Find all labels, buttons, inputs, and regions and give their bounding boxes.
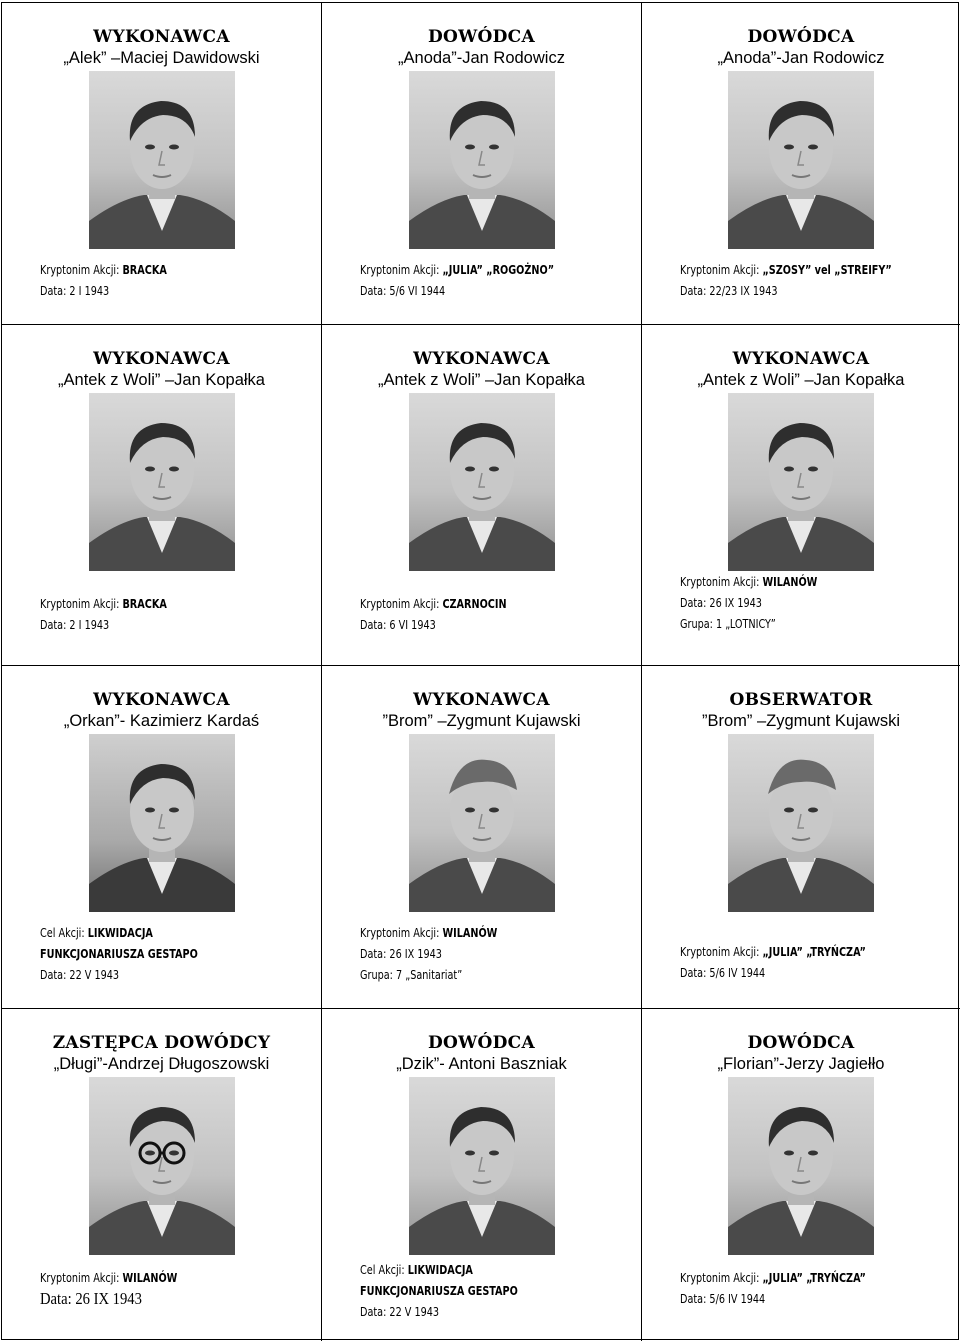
detail-label: Cel Akcji:: [40, 925, 88, 940]
card-person-name: ”Brom” –Zygmunt Kujawski: [701, 712, 901, 730]
card-person-name: „Antek z Woli” –Jan Kopałka: [378, 371, 585, 389]
card: [642, 1009, 960, 1341]
detail-label: Data: 22/23 IX 1943: [680, 283, 778, 298]
detail-line: [680, 962, 866, 983]
card-person-name: „Antek z Woli” –Jan Kopałka: [697, 371, 905, 389]
detail-label: Data: 26 IX 1943: [680, 595, 762, 610]
card-role: WYKONAWCA: [413, 690, 550, 710]
card-role: WYKONAWCA: [732, 349, 870, 369]
portrait-photo: [728, 1077, 874, 1255]
detail-label: Grupa: 7 „Sanitariat”: [360, 967, 463, 982]
card: [322, 1009, 642, 1341]
card: [322, 325, 642, 666]
portrait-photo: [89, 734, 235, 912]
card-role: WYKONAWCA: [413, 349, 550, 369]
card-details: [680, 571, 817, 634]
detail-line: [40, 593, 167, 614]
detail-value: FUNKCJONARIUSZA GESTAPO: [40, 946, 198, 961]
card-details: [360, 593, 507, 635]
detail-value: FUNKCJONARIUSZA GESTAPO: [360, 1283, 518, 1298]
detail-label: Data: 2 I 1943: [40, 283, 110, 298]
detail-label: Data: 22 V 1943: [40, 967, 120, 982]
portrait-photo: [728, 71, 874, 249]
detail-value: „SZOSY” vel „STREIFY”: [762, 262, 892, 277]
detail-line: [40, 964, 198, 985]
card-role: WYKONAWCA: [93, 690, 230, 710]
detail-label: Kryptonim Akcji:: [40, 1270, 123, 1285]
card-role: WYKONAWCA: [93, 27, 230, 47]
detail-label: Data: 5/6 IV 1944: [680, 965, 766, 980]
card-person-name: „Florian”-Jerzy Jagiełło: [717, 1055, 885, 1073]
card-person-name: ”Brom” –Zygmunt Kujawski: [382, 712, 581, 730]
detail-line: [360, 259, 554, 280]
detail-line: [360, 943, 497, 964]
portrait-photo: [89, 1077, 235, 1255]
card: [642, 3, 960, 325]
card-role: OBSERWATOR: [729, 690, 873, 710]
detail-line: [680, 259, 892, 280]
detail-line: [40, 259, 167, 280]
detail-value: WILANÓW: [442, 925, 498, 940]
detail-value: BRACKA: [122, 596, 167, 611]
detail-label: Kryptonim Akcji:: [360, 262, 443, 277]
detail-value: CZARNOCIN: [442, 596, 507, 611]
portrait-photo: [728, 734, 874, 912]
detail-line: [360, 1301, 518, 1322]
detail-label: Kryptonim Akcji:: [360, 925, 443, 940]
card-person-name: „Antek z Woli” –Jan Kopałka: [58, 371, 265, 389]
card-role: DOWÓDCA: [747, 1033, 855, 1053]
detail-label: Kryptonim Akcji:: [680, 944, 763, 959]
detail-value: LIKWIDACJA: [407, 1262, 473, 1277]
card-person-name: „Anoda”-Jan Rodowicz: [398, 49, 565, 67]
card: [642, 325, 960, 666]
card-grid: [1, 2, 959, 1340]
detail-label: Kryptonim Akcji:: [680, 262, 763, 277]
detail-line: [360, 1259, 518, 1280]
card-person-name: „Anoda”-Jan Rodowicz: [717, 49, 885, 67]
card-role: DOWÓDCA: [747, 27, 855, 47]
card-role: DOWÓDCA: [427, 27, 535, 47]
detail-line: [680, 592, 817, 613]
card-details: [360, 259, 554, 301]
detail-value: „JULIA” „ROGOŻNO”: [442, 262, 555, 277]
card-person-name: „Orkan”- Kazimierz Kardaś: [63, 712, 260, 730]
portrait-photo: [409, 71, 555, 249]
detail-label: Cel Akcji:: [360, 1262, 408, 1277]
detail-line: [680, 280, 892, 301]
detail-value: WILANÓW: [122, 1270, 178, 1285]
detail-line: [680, 1267, 866, 1288]
detail-line: [360, 1280, 518, 1301]
detail-value: „JULIA” „TRYŃCZA”: [762, 944, 866, 959]
detail-line: [680, 1288, 866, 1309]
card-person-name: „Alek” –Maciej Dawidowski: [63, 49, 260, 67]
card: [322, 666, 642, 1009]
portrait-photo: [409, 1077, 555, 1255]
detail-line: [40, 922, 198, 943]
detail-line: [360, 922, 497, 943]
detail-line: [680, 613, 817, 634]
card: [2, 666, 322, 1009]
card-details: [680, 1267, 866, 1309]
card-details: [360, 922, 497, 985]
portrait-photo: [89, 393, 235, 571]
detail-label: Kryptonim Akcji:: [680, 1270, 763, 1285]
detail-label: Data: 26 IX 1943: [360, 946, 442, 961]
card: [2, 1009, 322, 1341]
detail-label: Data: 26 IX 1943: [40, 1289, 142, 1308]
detail-line: [680, 571, 817, 592]
detail-label: Data: 5/6 VI 1944: [360, 283, 446, 298]
card: [322, 3, 642, 325]
detail-value: BRACKA: [122, 262, 167, 277]
detail-line: [360, 964, 497, 985]
card-person-name: „Długi”-Andrzej Długoszowski: [53, 1055, 270, 1073]
detail-label: Kryptonim Akcji:: [40, 596, 123, 611]
card-details: [40, 922, 198, 985]
card-role: ZASTĘPCA DOWÓDCY: [52, 1033, 271, 1053]
detail-label: Grupa: 1 „LOTNICY”: [680, 616, 776, 631]
card-details: [680, 941, 866, 983]
card-details: [40, 593, 167, 635]
detail-label: Kryptonim Akcji:: [680, 574, 763, 589]
detail-line: [40, 943, 198, 964]
card: [2, 325, 322, 666]
portrait-photo: [409, 734, 555, 912]
card-details: [40, 259, 167, 301]
detail-value: WILANÓW: [762, 574, 818, 589]
detail-label: Data: 5/6 IV 1944: [680, 1291, 766, 1306]
card: [2, 3, 322, 325]
portrait-photo: [409, 393, 555, 571]
detail-value: LIKWIDACJA: [87, 925, 153, 940]
detail-label: Kryptonim Akcji:: [40, 262, 123, 277]
detail-line: [360, 593, 507, 614]
card-details: [680, 259, 892, 301]
detail-label: Data: 22 V 1943: [360, 1304, 440, 1319]
card-details: [360, 1259, 518, 1322]
detail-label: Data: 6 VI 1943: [360, 617, 436, 632]
detail-line: [40, 1267, 177, 1288]
card-role: DOWÓDCA: [427, 1033, 535, 1053]
detail-line: [360, 280, 554, 301]
detail-line: [40, 1288, 177, 1309]
detail-line: [40, 280, 167, 301]
detail-line: [360, 614, 507, 635]
detail-line: [680, 941, 866, 962]
portrait-photo: [89, 71, 235, 249]
card-details: [40, 1267, 177, 1309]
detail-line: [40, 614, 167, 635]
card-role: WYKONAWCA: [93, 349, 230, 369]
card-person-name: „Dzik”- Antoni Baszniak: [396, 1055, 567, 1073]
detail-label: Kryptonim Akcji:: [360, 596, 443, 611]
portrait-photo: [728, 393, 874, 571]
detail-label: Data: 2 I 1943: [40, 617, 110, 632]
detail-value: „JULIA” „TRYŃCZA”: [762, 1270, 866, 1285]
card: [642, 666, 960, 1009]
